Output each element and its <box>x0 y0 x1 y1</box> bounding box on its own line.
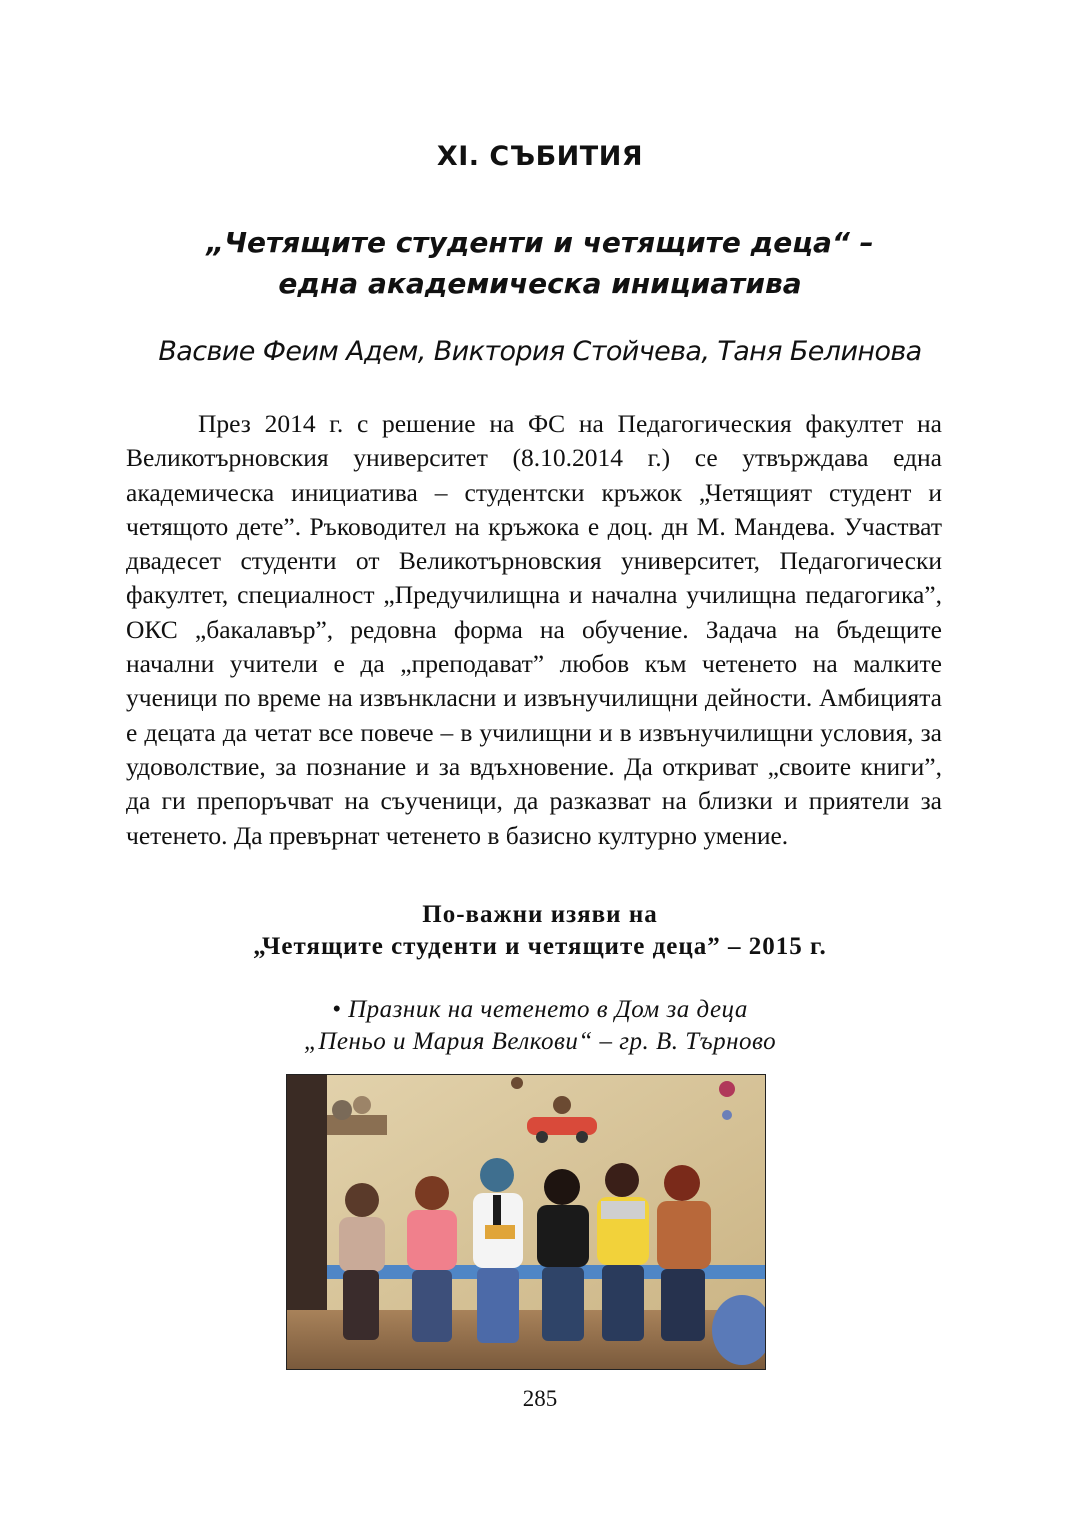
event-caption <box>0 994 1080 1058</box>
students-group-photo <box>287 1075 765 1369</box>
event-photo <box>286 1074 766 1370</box>
authors-line: Васвие Феим Адем, Виктория Стойчева, Таня Белинова <box>158 336 922 367</box>
events-subheading <box>0 899 1080 963</box>
page-number: 285 <box>522 1386 558 1411</box>
article-title <box>0 222 1080 304</box>
events-subheading-line-2: „Четящите студенти и четящите деца” – 2015 г. <box>253 933 827 960</box>
toy-decoration <box>332 1100 352 1120</box>
article-title-line-1: „Четящите студенти и четящите деца“ – <box>206 226 874 259</box>
event-caption-line-1: • Празник на четенето в Дом за деца <box>332 996 748 1023</box>
event-caption-line-2: „Пеньо и Мария Велкови“ – гр. В. Търново <box>303 1028 777 1055</box>
body-paragraph: През 2014 г. с решение на ФС на Педагогическия факултет на Великотърновския университет (8.10.2014 г.) се утвърждава една академическа инициатива – студентски кръжок „Четящият студент и четящото дете”. Ръководител на кръжока е доц. дн М. Мандева. Участват двадесет студенти от Великотърновския университет, Педагогически факултет, специалност „Предучилищна и начална училищна педагогика”, ОКС „бакалавър”, редовна форма на обучение. Задача на бъдещите начални учители е да „преподават” любов към четенето на малките ученици по време на извънкласни и извънучилищни дейности. Амбицията е децата да четат все повече – в училищни и в извънучилищни условия, за удоволствие, за познание и за вдъхновение. Да откриват „своите книги”, да ги препоръчват на съученици, да разказват на близки и приятели за четенето. Да превърнат четенето в базисно културно умение. <box>126 409 942 850</box>
section-heading: XI. СЪБИТИЯ <box>436 141 644 172</box>
article-title-line-2: една академическа инициатива <box>278 267 802 300</box>
events-subheading-line-1: По-важни изяви на <box>422 901 658 928</box>
